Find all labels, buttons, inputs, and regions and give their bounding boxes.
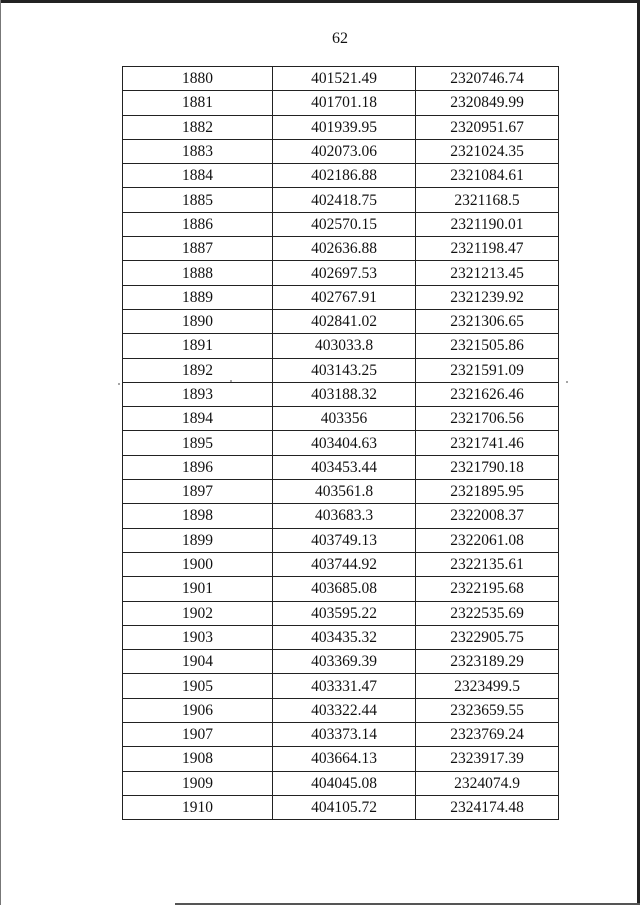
year-cell: 1903	[123, 625, 273, 649]
table-row	[123, 650, 559, 674]
value-a-cell: 403683.3	[273, 504, 416, 528]
value-a-cell: 402697.53	[273, 261, 416, 285]
value-b-cell: 2321741.46	[416, 431, 559, 455]
value-b-cell: 2320951.67	[416, 115, 559, 139]
value-a-cell: 403749.13	[273, 528, 416, 552]
year-cell: 1898	[123, 504, 273, 528]
value-b-cell: 2323499.5	[416, 674, 559, 698]
value-a-cell: 402636.88	[273, 237, 416, 261]
value-b-cell: 2320746.74	[416, 67, 559, 91]
value-b-cell: 2321706.56	[416, 407, 559, 431]
value-b-cell: 2324174.48	[416, 795, 559, 819]
value-a-cell: 403744.92	[273, 552, 416, 576]
value-b-cell: 2321306.65	[416, 309, 559, 333]
value-a-cell: 402073.06	[273, 139, 416, 163]
year-cell: 1904	[123, 650, 273, 674]
value-a-cell: 403561.8	[273, 480, 416, 504]
scan-speck	[118, 383, 120, 385]
table-row	[123, 212, 559, 236]
value-a-cell: 402418.75	[273, 188, 416, 212]
value-a-cell: 403369.39	[273, 650, 416, 674]
year-cell: 1888	[123, 261, 273, 285]
value-b-cell: 2321505.86	[416, 334, 559, 358]
value-b-cell: 2321626.46	[416, 382, 559, 406]
value-b-cell: 2322195.68	[416, 577, 559, 601]
table-row	[123, 723, 559, 747]
value-a-cell: 404105.72	[273, 795, 416, 819]
year-cell: 1910	[123, 795, 273, 819]
value-a-cell: 403373.14	[273, 723, 416, 747]
value-b-cell: 2320849.99	[416, 91, 559, 115]
table-row	[123, 115, 559, 139]
value-b-cell: 2322905.75	[416, 625, 559, 649]
year-cell: 1900	[123, 552, 273, 576]
year-cell: 1893	[123, 382, 273, 406]
year-cell: 1895	[123, 431, 273, 455]
value-b-cell: 2321591.09	[416, 358, 559, 382]
table-row	[123, 67, 559, 91]
table-row	[123, 91, 559, 115]
table-row	[123, 771, 559, 795]
value-b-cell: 2321895.95	[416, 480, 559, 504]
year-cell: 1906	[123, 698, 273, 722]
table-row	[123, 504, 559, 528]
table-row	[123, 188, 559, 212]
value-a-cell: 403595.22	[273, 601, 416, 625]
value-b-cell: 2323769.24	[416, 723, 559, 747]
table-row	[123, 577, 559, 601]
value-b-cell: 2321084.61	[416, 164, 559, 188]
year-cell: 1897	[123, 480, 273, 504]
value-b-cell: 2322061.08	[416, 528, 559, 552]
table-row	[123, 164, 559, 188]
table-row	[123, 480, 559, 504]
table-row	[123, 625, 559, 649]
table-row	[123, 407, 559, 431]
year-cell: 1884	[123, 164, 273, 188]
table-row	[123, 601, 559, 625]
year-cell: 1880	[123, 67, 273, 91]
value-a-cell: 403188.32	[273, 382, 416, 406]
value-a-cell: 402767.91	[273, 285, 416, 309]
table-row	[123, 698, 559, 722]
table-row	[123, 431, 559, 455]
year-cell: 1887	[123, 237, 273, 261]
table-row	[123, 237, 559, 261]
table-row	[123, 382, 559, 406]
table-row	[123, 795, 559, 819]
value-a-cell: 402570.15	[273, 212, 416, 236]
year-cell: 1908	[123, 747, 273, 771]
value-a-cell: 403033.8	[273, 334, 416, 358]
table-row	[123, 139, 559, 163]
year-cell: 1901	[123, 577, 273, 601]
year-cell: 1896	[123, 455, 273, 479]
data-table	[122, 66, 559, 820]
table-row	[123, 261, 559, 285]
value-a-cell: 402186.88	[273, 164, 416, 188]
value-b-cell: 2323189.29	[416, 650, 559, 674]
table-row	[123, 528, 559, 552]
value-a-cell: 403331.47	[273, 674, 416, 698]
value-a-cell: 404045.08	[273, 771, 416, 795]
table-row	[123, 334, 559, 358]
value-a-cell: 403453.44	[273, 455, 416, 479]
year-cell: 1899	[123, 528, 273, 552]
year-cell: 1883	[123, 139, 273, 163]
value-b-cell: 2321024.35	[416, 139, 559, 163]
value-a-cell: 402841.02	[273, 309, 416, 333]
table-row	[123, 674, 559, 698]
year-cell: 1890	[123, 309, 273, 333]
table-row	[123, 455, 559, 479]
table-row	[123, 747, 559, 771]
year-cell: 1894	[123, 407, 273, 431]
value-a-cell: 403143.25	[273, 358, 416, 382]
year-cell: 1886	[123, 212, 273, 236]
year-cell: 1885	[123, 188, 273, 212]
year-cell: 1905	[123, 674, 273, 698]
value-a-cell: 403356	[273, 407, 416, 431]
table-row	[123, 309, 559, 333]
value-b-cell: 2321790.18	[416, 455, 559, 479]
value-a-cell: 403404.63	[273, 431, 416, 455]
value-b-cell: 2321190.01	[416, 212, 559, 236]
year-cell: 1889	[123, 285, 273, 309]
table-row	[123, 285, 559, 309]
year-cell: 1907	[123, 723, 273, 747]
value-a-cell: 401521.49	[273, 67, 416, 91]
year-cell: 1892	[123, 358, 273, 382]
value-a-cell: 401701.18	[273, 91, 416, 115]
value-b-cell: 2322535.69	[416, 601, 559, 625]
page-left-edge	[0, 0, 1, 905]
page-number: 62	[332, 30, 348, 47]
value-a-cell: 403435.32	[273, 625, 416, 649]
value-b-cell: 2322008.37	[416, 504, 559, 528]
value-b-cell: 2324074.9	[416, 771, 559, 795]
value-a-cell: 401939.95	[273, 115, 416, 139]
value-b-cell: 2321239.92	[416, 285, 559, 309]
value-b-cell: 2323917.39	[416, 747, 559, 771]
value-b-cell: 2321198.47	[416, 237, 559, 261]
scan-speck	[566, 381, 568, 383]
value-b-cell: 2321168.5	[416, 188, 559, 212]
value-b-cell: 2322135.61	[416, 552, 559, 576]
value-b-cell: 2323659.55	[416, 698, 559, 722]
year-cell: 1882	[123, 115, 273, 139]
value-b-cell: 2321213.45	[416, 261, 559, 285]
table-body	[123, 67, 559, 820]
value-a-cell: 403322.44	[273, 698, 416, 722]
table-row	[123, 358, 559, 382]
year-cell: 1891	[123, 334, 273, 358]
page-top-edge	[0, 0, 640, 3]
table-row	[123, 552, 559, 576]
year-cell: 1881	[123, 91, 273, 115]
year-cell: 1902	[123, 601, 273, 625]
value-a-cell: 403685.08	[273, 577, 416, 601]
year-cell: 1909	[123, 771, 273, 795]
value-a-cell: 403664.13	[273, 747, 416, 771]
